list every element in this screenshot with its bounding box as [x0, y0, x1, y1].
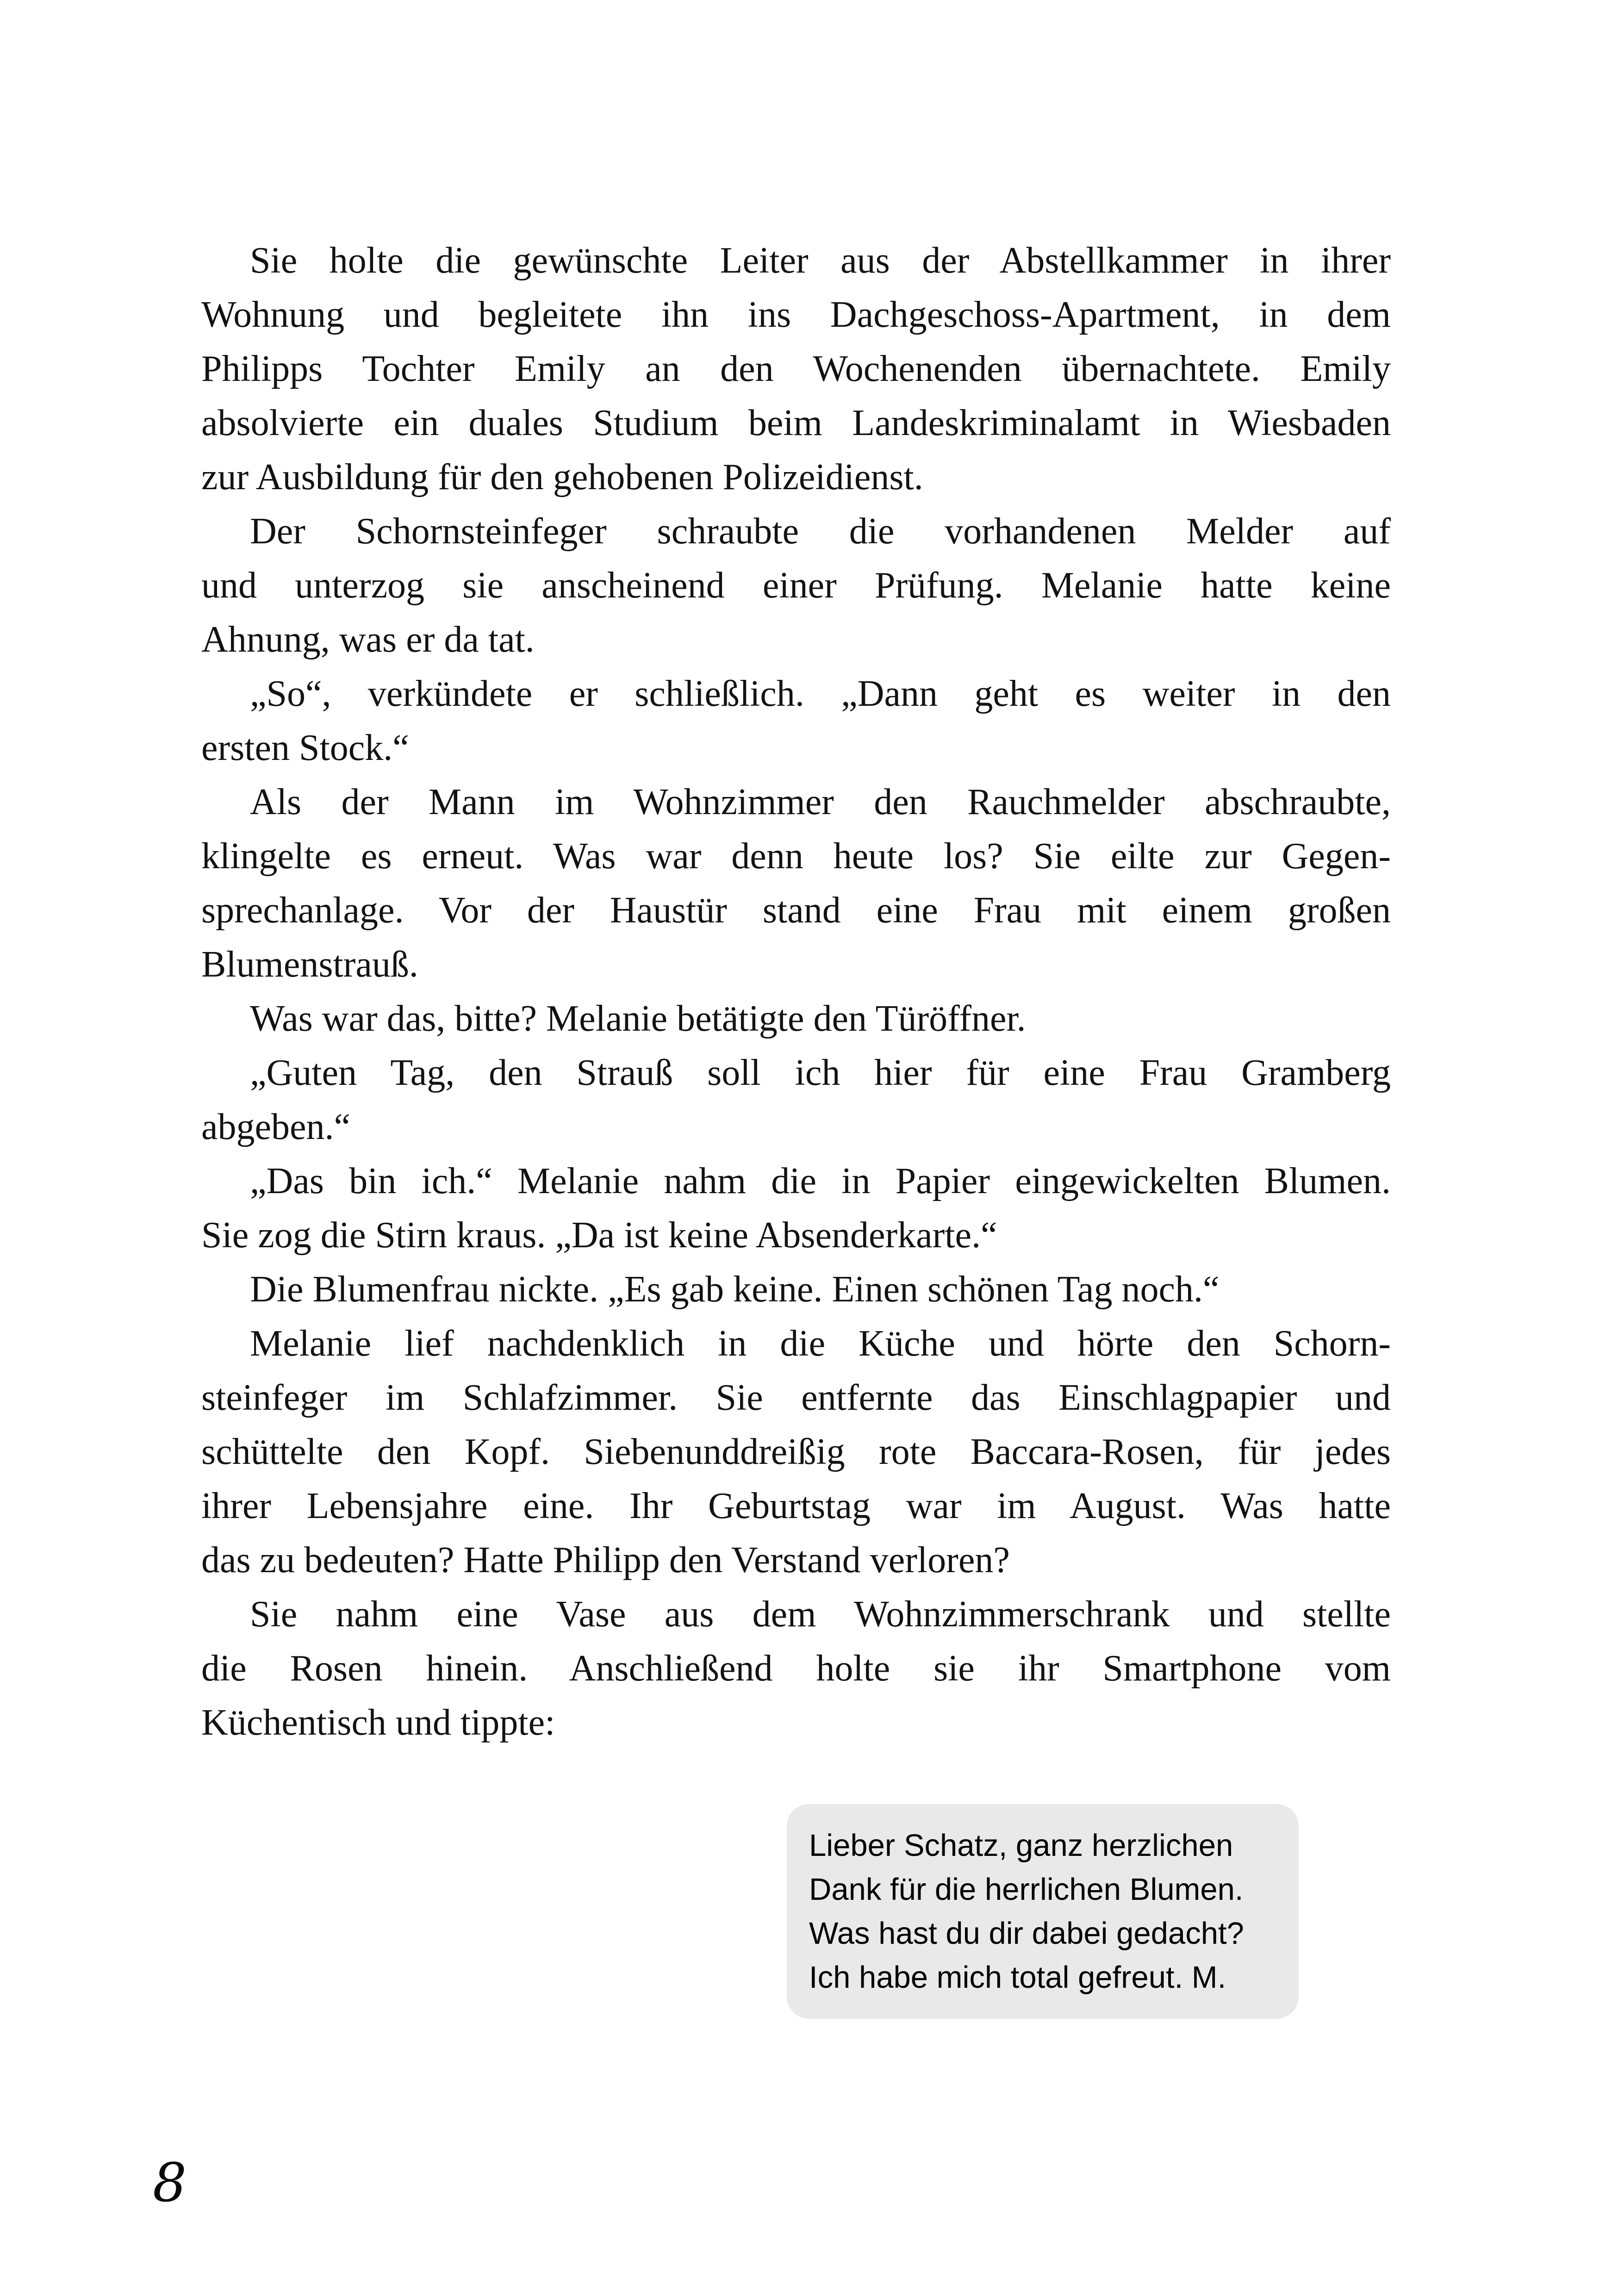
text-line: klingelte es erneut. Was war denn heute los? Sie eilte zur Gegen-	[201, 836, 1391, 877]
text-line: Küchentisch und tippte:	[201, 1702, 555, 1743]
text-line: Blumenstrauß.	[201, 944, 418, 985]
text-line: schüttelte den Kopf. Siebenunddreißig rote Baccara-Rosen, für jedes	[201, 1431, 1391, 1472]
paragraph	[201, 1587, 1391, 1750]
text-line: Die Blumenfrau nickte. „Es gab keine. Einen schönen Tag noch.“	[250, 1269, 1220, 1310]
paragraph	[201, 667, 1391, 775]
paragraph	[201, 992, 1391, 1046]
text-line: ersten Stock.“	[201, 728, 409, 768]
text-line: Ahnung, was er da tat.	[201, 619, 535, 660]
paragraph	[201, 1154, 1391, 1263]
text-line: „Guten Tag, den Strauß soll ich hier für eine Frau Gramberg	[250, 1052, 1391, 1093]
text-line: sprechanlage. Vor der Haustür stand eine Frau mit einem großen	[201, 890, 1391, 931]
text-line: Philipps Tochter Emily an den Wochenenden übernachtete. Emily	[201, 348, 1391, 389]
text-line: Wohnung und begleitete ihn ins Dachgeschoss-Apartment, in dem	[201, 294, 1391, 335]
bubble-line: Was hast du dir dabei gedacht?	[809, 1916, 1244, 1951]
text-line: zur Ausbildung für den gehobenen Polizeidienst.	[201, 457, 923, 498]
text-line: abgeben.“	[201, 1107, 351, 1147]
paragraph	[201, 775, 1391, 992]
bubble-line: Ich habe mich total gefreut. M.	[809, 1960, 1226, 1995]
text-line: „Das bin ich.“ Melanie nahm die in Papier eingewickelten Blumen.	[250, 1161, 1391, 1201]
paragraph	[201, 504, 1391, 667]
paragraph	[201, 1046, 1391, 1154]
message-bubble	[787, 1804, 1299, 2019]
text-line: steinfeger im Schlafzimmer. Sie entfernte das Einschlagpapier und	[201, 1377, 1391, 1418]
text-line: das zu bedeuten? Hatte Philipp den Verstand verloren?	[201, 1540, 1010, 1580]
text-line: Als der Mann im Wohnzimmer den Rauchmelder abschraubte,	[250, 782, 1391, 822]
text-line: Sie holte die gewünschte Leiter aus der Abstellkammer in ihrer	[250, 240, 1391, 281]
paragraph	[201, 1317, 1391, 1587]
paragraph	[201, 1263, 1391, 1317]
text-line: und unterzog sie anscheinend einer Prüfung. Melanie hatte keine	[201, 565, 1391, 606]
paragraph	[201, 234, 1391, 504]
text-line: absolvierte ein duales Studium beim Landeskriminalamt in Wiesbaden	[201, 403, 1391, 443]
text-line: Sie zog die Stirn kraus. „Da ist keine Absenderkarte.“	[201, 1215, 997, 1256]
text-line: Was war das, bitte? Melanie betätigte den Türöffner.	[250, 998, 1026, 1039]
text-line: Der Schornsteinfeger schraubte die vorhandenen Melder auf	[250, 511, 1391, 552]
body-text	[201, 234, 1391, 1750]
page-number: 8	[153, 2152, 187, 2214]
bubble-line: Dank für die herrlichen Blumen.	[809, 1872, 1244, 1907]
text-line: Sie nahm eine Vase aus dem Wohnzimmerschrank und stellte	[250, 1594, 1391, 1635]
text-line: Melanie lief nachdenklich in die Küche und hörte den Schorn-	[250, 1323, 1391, 1364]
text-line: ihrer Lebensjahre eine. Ihr Geburtstag war im August. Was hatte	[201, 1486, 1391, 1526]
text-line: die Rosen hinein. Anschließend holte sie ihr Smartphone vom	[201, 1648, 1391, 1689]
bubble-line: Lieber Schatz, ganz herzlichen	[809, 1828, 1233, 1863]
text-line: „So“, verkündete er schließlich. „Dann geht es weiter in den	[250, 673, 1391, 714]
